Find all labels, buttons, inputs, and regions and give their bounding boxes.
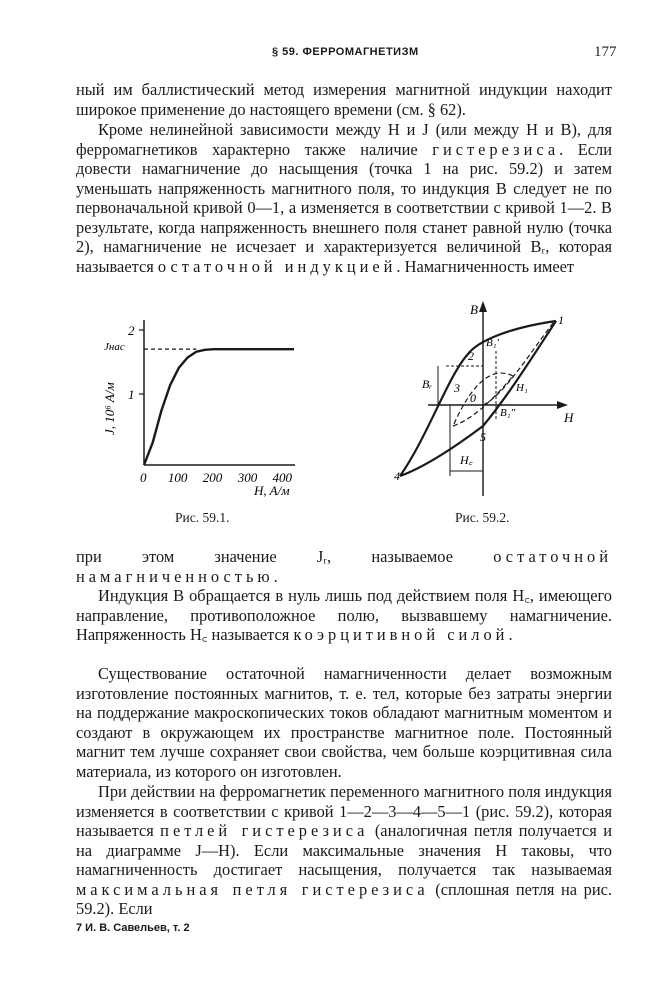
paragraph-5-text: Существование остаточной намагниченности делает возможным изготовление постоянных магнитов, т. е. тел, которые без затраты энергии на поддержание макроскопических токов обладают магнитным моментом и создают в окружающем их пространстве магнитное поле. Постоянный магнит тем лучше сохраняет свои свойства, чем больше коэрцитивная сила материала, из которого он изготовлен. [76,664,612,781]
fig2-point-4: 4 [394,469,400,483]
paragraph-1 [76,80,612,119]
paragraph-6 [76,782,612,919]
paragraph-4 [76,586,612,645]
paragraph-4-text-a: Индукция B обращается в нуль лишь под действием поля H꜀, имеющего направление, противоположное полю, вызвавшему намагничение. Напряженность H꜀ называется [76,586,612,644]
figure-59-2-hysteresis [388,296,588,501]
paragraph-2 [76,120,612,276]
fig2-label-h1: H₁ [516,382,528,394]
fig1-xtick-label: 0 [140,470,147,485]
paragraph-6-text-a: При действии на ферромагнетик переменного магнитного поля индукция изменяется в соответствии с кривой 1—2—3—4—5—1 (рис. 59.2), которая называется [76,782,612,840]
fig1-ytick-label-1: 1 [128,387,135,402]
term-residual-magnetization: остаточной намагниченностью [76,547,612,586]
paragraph-6-text-c: (сплошная петля на рис. 59.2). Если [76,879,612,918]
fig2-point-0: 0 [470,391,476,405]
paragraph-2-text-a: Кроме нелинейной зависимости между H и J (или между H и B), для ферромагнетиков характерно также наличие [76,120,612,159]
fig1-xtick-label: 400 [272,470,292,485]
page-header [0,44,662,64]
page-footer: 7 И. В. Савельев, т. 2 [76,922,190,934]
paragraph-6-text-b: (аналогичная петля получается и на диаграмме J—H). Если максимальные значения H таковы, что намагниченность достигает насыщения, получается так называемая [76,821,613,879]
term-coercive-force: коэрцитивной силой [293,625,509,644]
fig2-label-b1-double-prime: B₁″ [500,407,516,419]
fig1-xlabel: H, A/м [254,483,290,498]
fig2-label-br: Bᵣ [422,377,433,391]
paragraph-5 [76,664,612,781]
fig2-b-arrow-icon [479,301,487,312]
paragraph-2-text-b: . Если довести намагничение до насыщения (точка 1 на рис. 59.2) и затем уменьшать напряженность магнитного поля, то индукция B следует не по первоначальной кривой 0—1, а изменяется в соответствии с кривой 1—2. В результате, когда напряженность внешнего поля станет равной нулю (точка 2), намагничение не исчезает и характеризуется величиной Bᵣ, которая называется [76,139,612,276]
fig2-label-b1-prime: B₁′ [486,337,499,349]
page-number: 177 [594,44,617,60]
paragraph-2-text-c: . Намагниченность имеет [396,256,575,276]
figure-59-1-caption: Рис. 59.1. [175,510,230,525]
term-hysteresis: гистерезиса [432,139,560,159]
figure-59-2-caption: Рис. 59.2. [455,510,510,525]
fig1-ylabel: J, 10⁶ A/м [102,382,117,435]
fig2-point-2: 2 [468,349,474,363]
fig2-point-1: 1 [558,313,564,327]
fig1-xtick-label: 300 [237,470,258,485]
fig2-point-5: 5 [480,430,486,444]
term-max-hysteresis-loop: максимальная петля гистерезиса [76,879,429,899]
fig2-label-b: B [470,302,478,317]
fig2-label-h: H [564,410,574,425]
fig2-loop-upper-branch [400,321,556,476]
paragraph-3 [76,547,612,586]
fig1-magnetization-curve [144,349,294,465]
term-hysteresis-loop: петлей гистерезиса [160,821,369,840]
fig1-xtick-label: 100 [167,470,188,485]
fig2-label-hc: H꜀ [460,453,473,467]
fig2-h-arrow-icon [557,401,568,409]
paragraph-3-text-b: . [273,566,278,586]
fig1-sat-label: Jнас [104,341,125,353]
fig2-point-3: 3 [454,381,460,395]
term-residual-induction: остаточной индукцией [157,256,397,276]
paragraph-3-text-a: при этом значение Jᵣ, называемое [76,547,494,566]
section-title: § 59. ФЕРРОМАГНЕТИЗМ [272,46,419,58]
figure-59-1-chart [100,290,310,500]
paragraph-4-text-b: . [508,625,513,644]
fig1-xtick-label: 200 [202,470,223,485]
fig1-ytick-label-2: 2 [128,323,135,338]
paragraph-1-text: ный им баллистический метод измерения магнитной индукции находит широкое применение до настоящего времени (см. § 62). [76,80,612,119]
